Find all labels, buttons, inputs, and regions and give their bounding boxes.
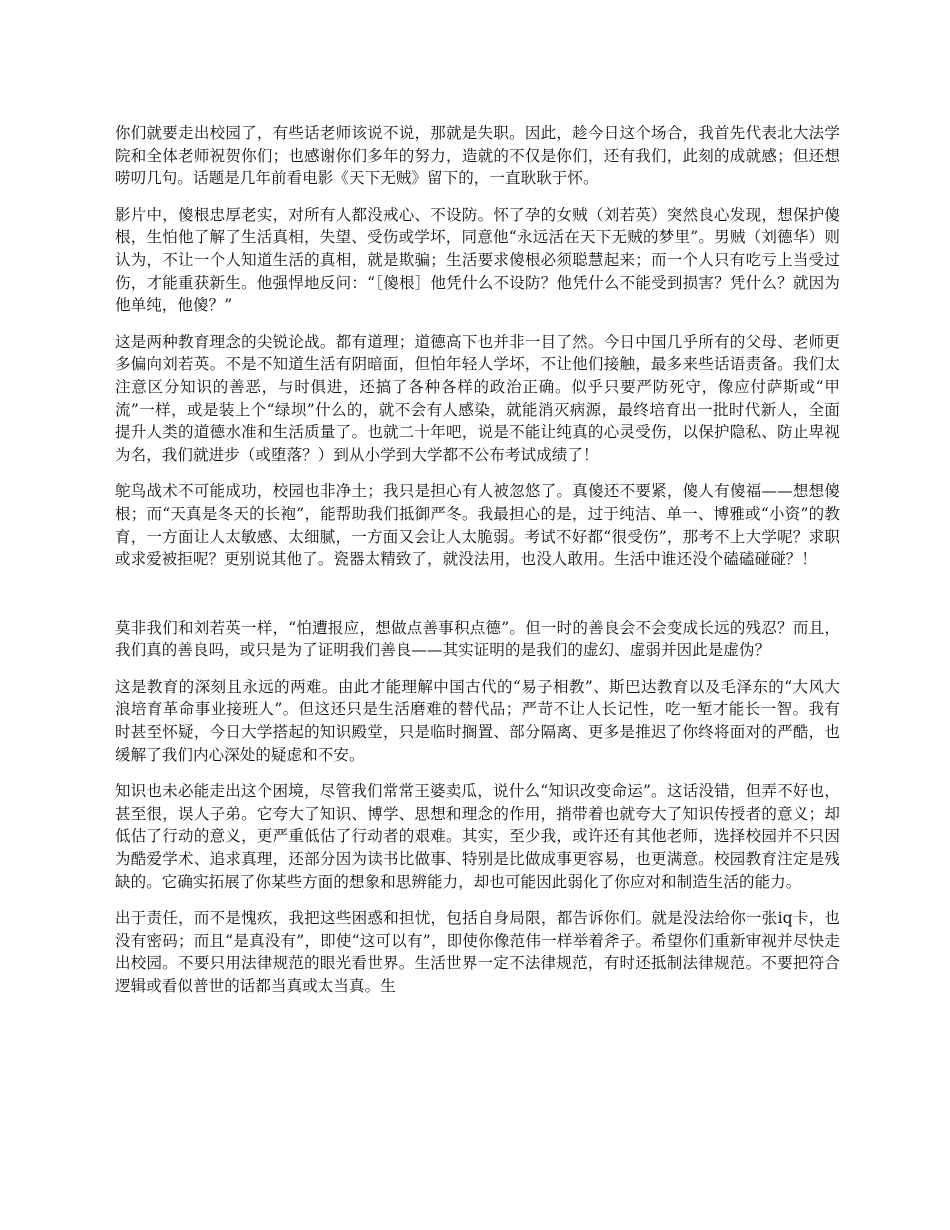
paragraph-8: 出于责任，而不是愧疚，我把这些困惑和担忧，包括自身局限，都告诉你们。就是没法给你一张iq卡，也没有密码；而且“是真没有”，即使“这可以有”，即使你像范伟一样举着斧子。希望你们重新审视并尽快走出校园。不要只用法律规范的眼光看世界。生活世界一定不法律规范，有时还抵制法律规范。不要把符合逻辑或看似普世的话都当真或太当真。生	[115, 909, 840, 995]
paragraph-4: 鸵鸟战术不可能成功，校园也非净土；我只是担心有人被忽悠了。真傻还不要紧，傻人有傻福——想想傻根；而“天真是冬天的长袍”，能帮助我们抵御严冬。我最担心的是，过于纯洁、单一、博雅或“小资”的教育，一方面让人太敏感、太细腻，一方面又会让人太脆弱。考试不好都“很受伤”，那考不上大学呢？求职或求爱被拒呢？更别说其他了。瓷器太精致了，就没法用，也没人敢用。生活中谁还没个磕磕碰碰？！	[115, 482, 840, 569]
document-body	[115, 122, 840, 998]
paragraph-5: 莫非我们和刘若英一样，“怕遭报应，想做点善事积点德”。但一时的善良会不会变成长远的残忍？而且，我们真的善良吗，或只是为了证明我们善良——其实证明的是我们的虚幻、虚弱并因此是虚伪？	[115, 618, 840, 660]
paragraph-3: 这是两种教育理念的尖锐论战。都有道理；道德高下也并非一目了然。今日中国几乎所有的父母、老师更多偏向刘若英。不是不知道生活有阴暗面，但怕年轻人学坏，不让他们接触，最多来些话语责备。我们太注意区分知识的善恶，与时俱进，还搞了各种各样的政治正确。似乎只要严防死守，像应付萨斯或“甲流”一样，或是装上个“绿坝”什么的，就不会有人感染，就能消灭病源，最终培育出一批时代新人，全面提升人类的道德水准和生活质量了。也就二十年吧，说是不能让纯真的心灵受伤，以保护隐私、防止卑视为名，我们就进步（或堕落？）到从小学到大学都不公布考试成绩了！	[115, 332, 840, 464]
paragraph-1: 你们就要走出校园了，有些话老师该说不说，那就是失职。因此，趁今日这个场合，我首先代表北大法学院和全体老师祝贺你们；也感谢你们多年的努力，造就的不仅是你们，还有我们，此刻的成就感；但还想唠叨几句。话题是几年前看电影《天下无贼》留下的，一直耿耿于怀。	[115, 124, 840, 188]
paragraph-6: 这是教育的深刻且永远的两难。由此才能理解中国古代的“易子相教”、斯巴达教育以及毛泽东的“大风大浪培育革命事业接班人”。但这还只是生活磨难的替代品；严苛不让人长记性，吃一堑才能长一智。我有时甚至怀疑，今日大学搭起的知识殿堂，只是临时搁置、部分隔离、更多是推迟了你终将面对的严酷，也缓解了我们内心深处的疑虑和不安。	[115, 677, 840, 764]
paragraph-2: 影片中，傻根忠厚老实，对所有人都没戒心、不设防。怀了孕的女贼（刘若英）突然良心发现，想保护傻根，生怕他了解了生活真相，失望、受伤或学坏，同意他“永远活在天下无贼的梦里”。男贼（刘德华）则认为，不让一个人知道生活的真相，就是欺骗；生活要求傻根必须聪慧起来；而一个人只有吃亏上当受过伤，才能重获新生。他强悍地反问：“［傻根］他凭什么不设防？他凭什么不能受到损害？凭什么？就因为他单纯，他傻？”	[115, 205, 840, 315]
paragraph-7: 知识也未必能走出这个困境，尽管我们常常王婆卖瓜，说什么“知识改变命运”。这话没错，但弄不好也，甚至很，误人子弟。它夸大了知识、博学、思想和理念的作用，捎带着也就夸大了知识传授者的意义；却低估了行动的意义，更严重低估了行动者的艰难。其实，至少我，或许还有其他老师，选择校园并不只因为酷爱学术、追求真理，还部分因为读书比做事、特别是比做成事更容易，也更满意。校园教育注定是残缺的。它确实拓展了你某些方面的想象和思辨能力，却也可能因此弱化了你应对和制造生活的能力。	[115, 782, 840, 891]
